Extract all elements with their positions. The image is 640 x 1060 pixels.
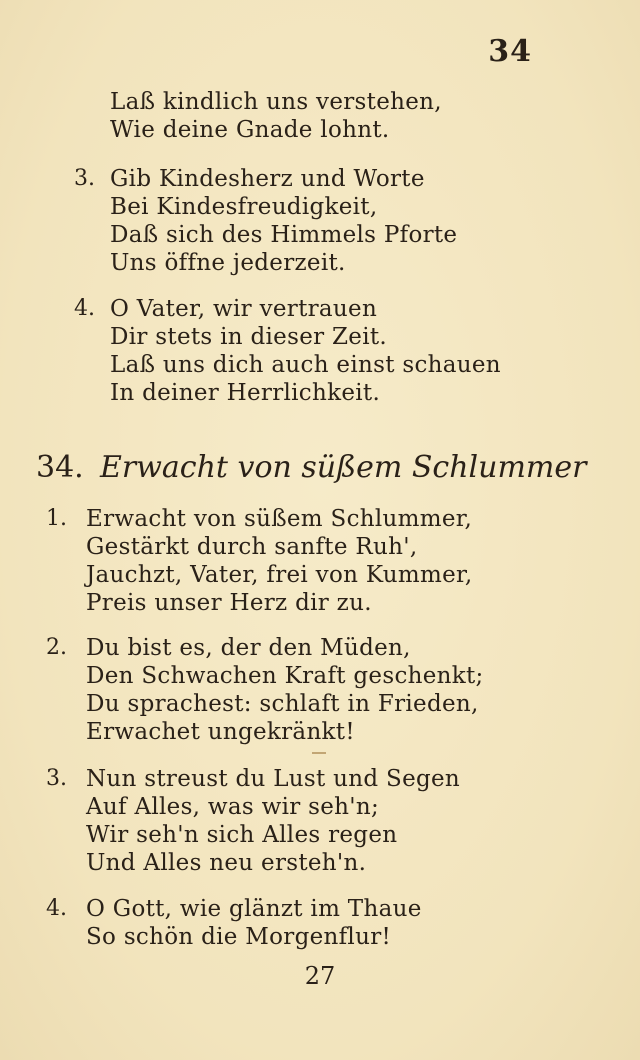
verse-number: 3. (46, 766, 67, 791)
verse-line: Und Alles neu ersteh'n. (86, 850, 367, 876)
verse-number: 2. (46, 635, 67, 660)
verse-line: Daß sich des Himmels Pforte (110, 222, 458, 248)
verse-line: In deiner Herrlichkeit. (110, 380, 381, 406)
verse-line: Dir stets in dieser Zeit. (110, 324, 388, 350)
verse-line: Laß uns dich auch einst schauen (110, 352, 501, 378)
verse-line: Du bist es, der den Müden, (86, 635, 411, 661)
verse-line: Bei Kindesfreudigkeit, (110, 194, 378, 220)
verse-line: Gestärkt durch sanfte Ruh', (86, 534, 418, 560)
verse-line: So schön die Morgenflur! (86, 924, 392, 950)
verse-number: 4. (46, 896, 67, 921)
page-number-top: 34 (488, 34, 532, 69)
verse-line: Gib Kindesherz und Worte (110, 166, 425, 192)
verse-number: 3. (74, 166, 95, 191)
verse-line: Wie deine Gnade lohnt. (110, 117, 390, 143)
verse-line: Den Schwachen Kraft geschenkt; (86, 663, 484, 689)
verse-line: Du sprachest: schlaft in Frieden, (86, 691, 479, 717)
verse-line: Wir seh'n sich Alles regen (86, 822, 398, 848)
verse-number: 1. (46, 506, 67, 531)
hymn-title (36, 450, 586, 486)
verse-number: 4. (74, 296, 95, 321)
verse-line: Uns öffne jederzeit. (110, 250, 346, 276)
verse-line: O Gott, wie glänzt im Thaue (86, 896, 422, 922)
verse-line: Erwachet ungekränkt! (86, 719, 355, 745)
verse-line: Erwacht von süßem Schlummer, (86, 506, 473, 532)
verse-line: O Vater, wir vertrauen (110, 296, 378, 322)
hymn-number: 34. (36, 450, 84, 485)
verse-line: Jauchzt, Vater, frei von Kummer, (86, 562, 473, 588)
hymn-name: Erwacht von süßem Schlummer (100, 450, 587, 485)
ink-speck (312, 752, 326, 754)
verse-line: Nun streust du Lust und Segen (86, 766, 461, 792)
verse-line: Auf Alles, was wir seh'n; (86, 794, 380, 820)
verse-line: Laß kindlich uns verstehen, (110, 89, 442, 115)
page-number-bottom: 27 (304, 962, 336, 990)
verse-line: Preis unser Herz dir zu. (86, 590, 372, 616)
